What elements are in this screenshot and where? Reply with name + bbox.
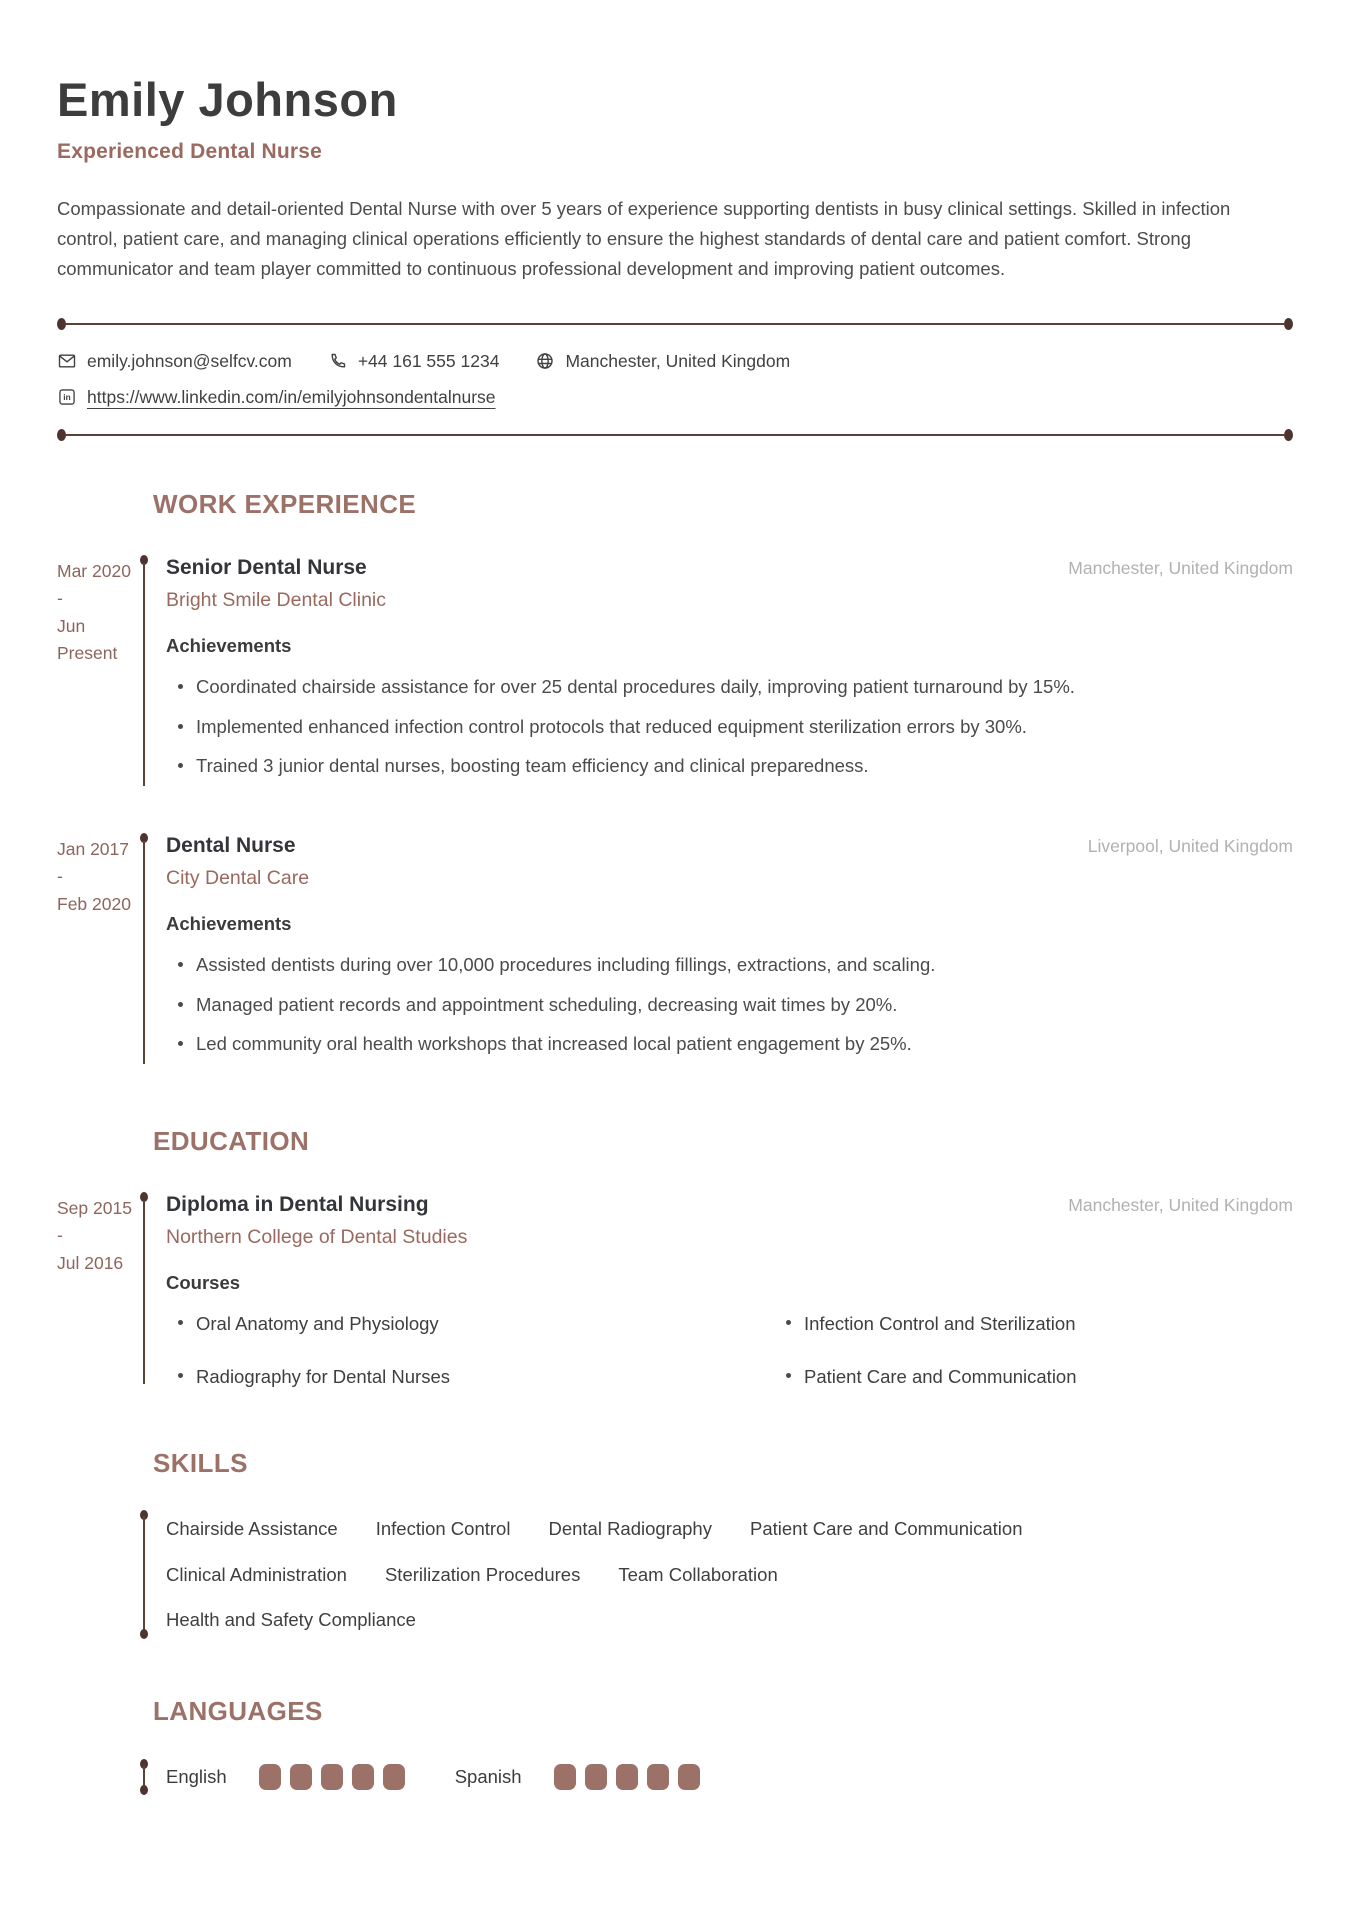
language-level-square (352, 1764, 374, 1790)
language-level-square (321, 1764, 343, 1790)
achievement-list (166, 673, 1293, 781)
language-level-square (616, 1764, 638, 1790)
course-list (166, 1310, 1293, 1391)
skill-item: Clinical Administration (166, 1563, 347, 1585)
divider-top (57, 318, 1293, 330)
company-name: City Dental Care (166, 866, 310, 889)
language-item (166, 1764, 405, 1790)
achievement-item: Led community oral health workshops that increased local patient engagement by 25%. (166, 1030, 1293, 1059)
contact-phone-text: +44 161 555 1234 (357, 350, 500, 371)
globe-icon (535, 351, 555, 371)
company-name: Bright Smile Dental Clinic (166, 588, 386, 611)
language-level-square (647, 1764, 669, 1790)
divider-bottom (57, 429, 1293, 441)
divider-line (66, 323, 1284, 325)
contact-phone (328, 351, 500, 372)
course-item: Patient Care and Communication (774, 1363, 1293, 1391)
achievement-item: Managed patient records and appointment scheduling, decreasing wait times by 20%. (166, 991, 1293, 1020)
language-name: English (166, 1765, 227, 1787)
timeline-dot (140, 1785, 148, 1795)
achievement-item: Coordinated chairside assistance for over 25 dental procedures daily, improving patient turnaround by 15%. (166, 673, 1293, 702)
contact-location-text: Manchester, United Kingdom (565, 350, 791, 371)
school-location: Manchester, United Kingdom (1068, 1194, 1293, 1215)
person-headline: Experienced Dental Nurse (57, 140, 323, 163)
linkedin-icon (57, 387, 77, 407)
date-range: Sep 2015 - Jul 2016 (57, 1197, 132, 1273)
svg-text:in: in (63, 392, 71, 403)
skill-item: Team Collaboration (618, 1563, 778, 1585)
language-level-square (259, 1764, 281, 1790)
divider-dot-left (57, 318, 66, 330)
contact-linkedin (57, 387, 496, 408)
language-level-square (554, 1764, 576, 1790)
language-level-square (383, 1764, 405, 1790)
degree-title: Diploma in Dental Nursing (166, 1192, 429, 1216)
languages-timeline (137, 1757, 153, 1797)
school-name: Northern College of Dental Studies (166, 1225, 468, 1248)
skills-list (153, 1513, 1033, 1635)
timeline-line (143, 841, 145, 1064)
divider-dot-right (1284, 429, 1293, 441)
contact-location (535, 351, 790, 372)
job-title: Senior Dental Nurse (166, 555, 367, 579)
person-name: Emily Johnson (57, 73, 398, 126)
skill-item: Dental Radiography (548, 1518, 712, 1540)
divider-dot-left (57, 429, 66, 441)
date-range: Mar 2020 - Jun Present (57, 560, 131, 664)
skill-item: Health and Safety Compliance (166, 1609, 416, 1631)
entry-content (153, 1193, 1293, 1391)
languages-body (57, 1757, 1293, 1797)
envelope-icon (57, 351, 77, 371)
skills-timeline (137, 1511, 153, 1635)
work-entries (57, 556, 1293, 1070)
contact-row-2 (57, 387, 1293, 408)
section-skills (57, 1448, 1293, 1635)
timeline-line (143, 1516, 145, 1632)
work-entry (57, 556, 1293, 792)
achievement-item: Implemented enhanced infection control protocols that reduced equipment sterilization errors by 30%. (166, 713, 1293, 742)
language-level-squares (259, 1764, 405, 1790)
entry-timeline (137, 1193, 153, 1391)
contact-block (57, 351, 1293, 408)
education-entry (57, 1193, 1293, 1391)
entry-content (153, 834, 1293, 1070)
section-languages (57, 1696, 1293, 1797)
skills-entry (57, 1511, 1293, 1635)
skill-item: Infection Control (375, 1518, 511, 1540)
timeline-line (143, 563, 145, 786)
entry-content (153, 556, 1293, 792)
language-level-square (290, 1764, 312, 1790)
divider-dot-right (1284, 318, 1293, 330)
language-level-squares (554, 1764, 700, 1790)
entry-timeline (137, 834, 153, 1070)
education-heading: EDUCATION (153, 1125, 310, 1156)
language-item (455, 1764, 700, 1790)
achievement-item: Assisted dentists during over 10,000 procedures including fillings, extractions, and scaling. (166, 951, 1293, 980)
work-entry (57, 834, 1293, 1070)
course-item: Radiography for Dental Nurses (166, 1363, 774, 1391)
linkedin-link[interactable]: https://www.linkedin.com/in/emilyjohnsondentalnurse (87, 386, 496, 407)
section-work-experience (57, 489, 1293, 1070)
skills-heading: SKILLS (153, 1448, 248, 1479)
education-entries (57, 1193, 1293, 1391)
skill-item: Sterilization Procedures (384, 1563, 581, 1585)
language-name: Spanish (454, 1765, 522, 1787)
phone-icon (328, 351, 348, 371)
job-location: Liverpool, United Kingdom (1087, 835, 1293, 856)
achievement-item: Trained 3 junior dental nurses, boosting team efficiency and clinical preparedness. (166, 752, 1293, 781)
job-title: Dental Nurse (166, 833, 296, 857)
timeline-dot (140, 1629, 148, 1639)
achievements-label: Achievements (166, 634, 292, 656)
course-item: Oral Anatomy and Physiology (166, 1310, 774, 1338)
summary-text: Compassionate and detail-oriented Dental Nurse with over 5 years of experience supporting dentists in busy clinical settings. Skilled in infection control, patient care, and managing clinical operations efficiently to ensure the highest standards of dental care and patient comfort. Strong communicator and team player committed to continuous professional development and improving patient outcomes. (57, 198, 1231, 279)
contact-email-text: emily.johnson@selfcv.com (87, 350, 292, 371)
language-level-square (678, 1764, 700, 1790)
skill-item: Patient Care and Communication (749, 1518, 1023, 1540)
work-experience-heading: WORK EXPERIENCE (153, 488, 417, 519)
divider-line (66, 434, 1284, 436)
skill-item: Chairside Assistance (166, 1518, 338, 1540)
timeline-line (143, 1200, 145, 1385)
contact-row-1 (57, 351, 1293, 372)
section-education (57, 1126, 1293, 1391)
achievements-label: Achievements (166, 912, 292, 934)
courses-label: Courses (166, 1271, 241, 1293)
languages-heading: LANGUAGES (153, 1695, 323, 1726)
entry-timeline (137, 556, 153, 792)
date-range: Jan 2017 - Feb 2020 (57, 838, 131, 914)
language-list (153, 1757, 1293, 1797)
language-level-square (585, 1764, 607, 1790)
job-location: Manchester, United Kingdom (1068, 557, 1293, 578)
skills-body (57, 1511, 1293, 1635)
achievement-list (166, 951, 1293, 1059)
contact-email (57, 351, 292, 372)
languages-entry (57, 1757, 1293, 1797)
course-item: Infection Control and Sterilization (774, 1310, 1293, 1338)
